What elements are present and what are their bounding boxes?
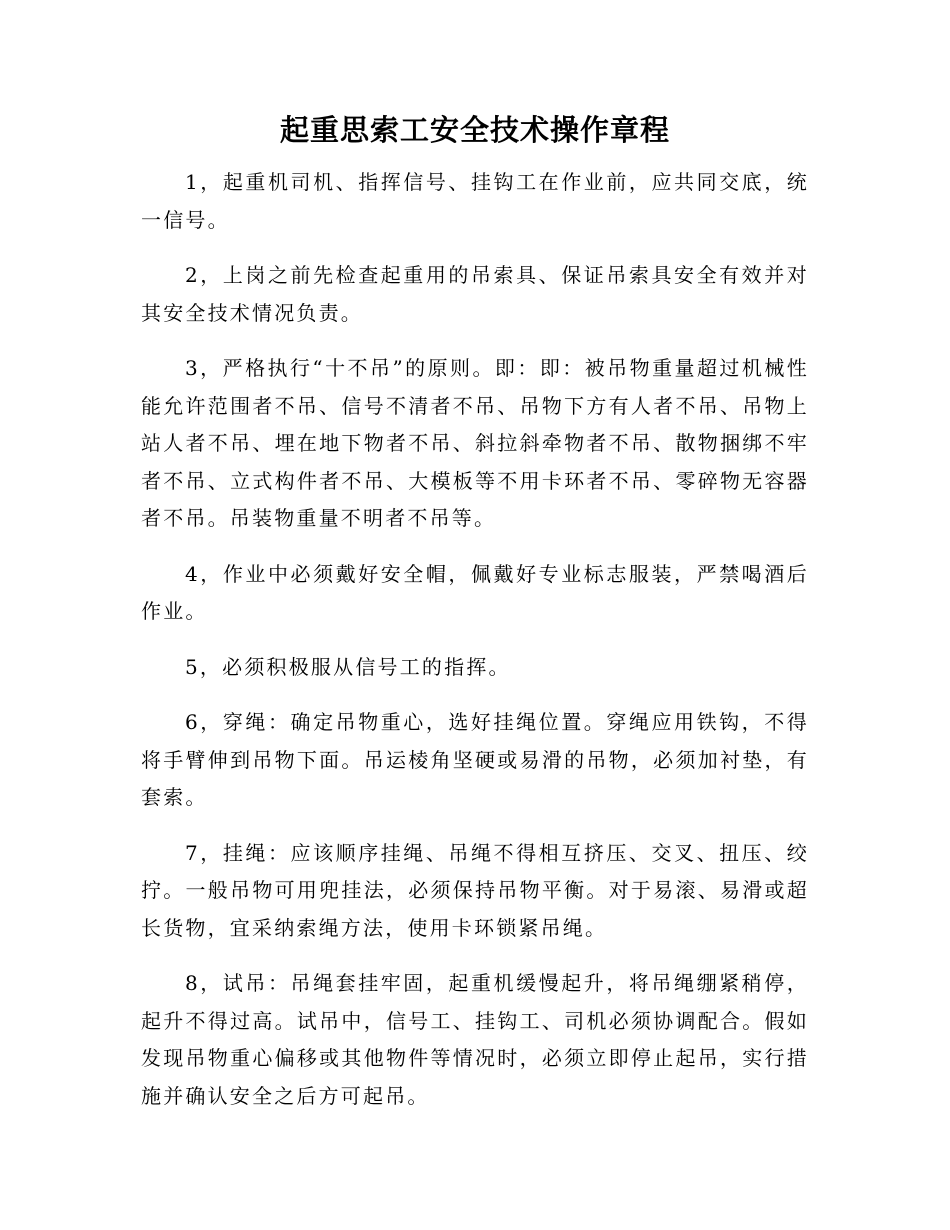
paragraph-4: 4，作业中必须戴好安全帽，佩戴好专业标志服装，严禁喝酒后作业。 xyxy=(141,561,809,623)
paragraph-5: 5，必须积极服从信号工的指挥。 xyxy=(185,654,511,679)
paragraph-2: 2，上岗之前先检查起重用的吊索具、保证吊索具安全有效并对其安全技术情况负责。 xyxy=(141,263,809,325)
paragraph-1: 1，起重机司机、指挥信号、挂钩工在作业前，应共同交底，统一信号。 xyxy=(141,170,809,232)
document-title: 起重思索工安全技术操作章程 xyxy=(279,113,670,147)
document-body xyxy=(141,164,809,1133)
paragraph-6: 6，穿绳：确定吊物重心，选好挂绳位置。穿绳应用铁钩，不得将手臂伸到吊物下面。吊运棱角坚硬或易滑的吊物，必须加衬垫，有套索。 xyxy=(141,710,809,809)
paragraph-7: 7，挂绳：应该顺序挂绳、吊绳不得相互挤压、交叉、扭压、绞拧。一般吊物可用兜挂法，必须保持吊物平衡。对于易滚、易滑或超长货物，宜采纳索绳方法，使用卡环锁紧吊绳。 xyxy=(141,840,809,940)
paragraph-8: 8，试吊：吊绳套挂牢固，起重机缓慢起升，将吊绳绷紧稍停，起升不得过高。试吊中，信号工、挂钩工、司机必须协调配合。假如发现吊物重心偏移或其他物件等情况时，必须立即停止起吊，实行措施并确认安全之后方可起吊。 xyxy=(141,971,809,1108)
paragraph-3: 3，严格执行“十不吊”的原则。即：即：被吊物重量超过机械性能允许范围者不吊、信号不清者不吊、吊物下方有人者不吊、吊物上站人者不吊、埋在地下物者不吊、斜拉斜牵物者不吊、散物捆绑不牢者不吊、立式构件者不吊、大模板等不用卡环者不吊、零碎物无容器者不吊。吊装物重量不明者不吊等。 xyxy=(141,356,809,530)
